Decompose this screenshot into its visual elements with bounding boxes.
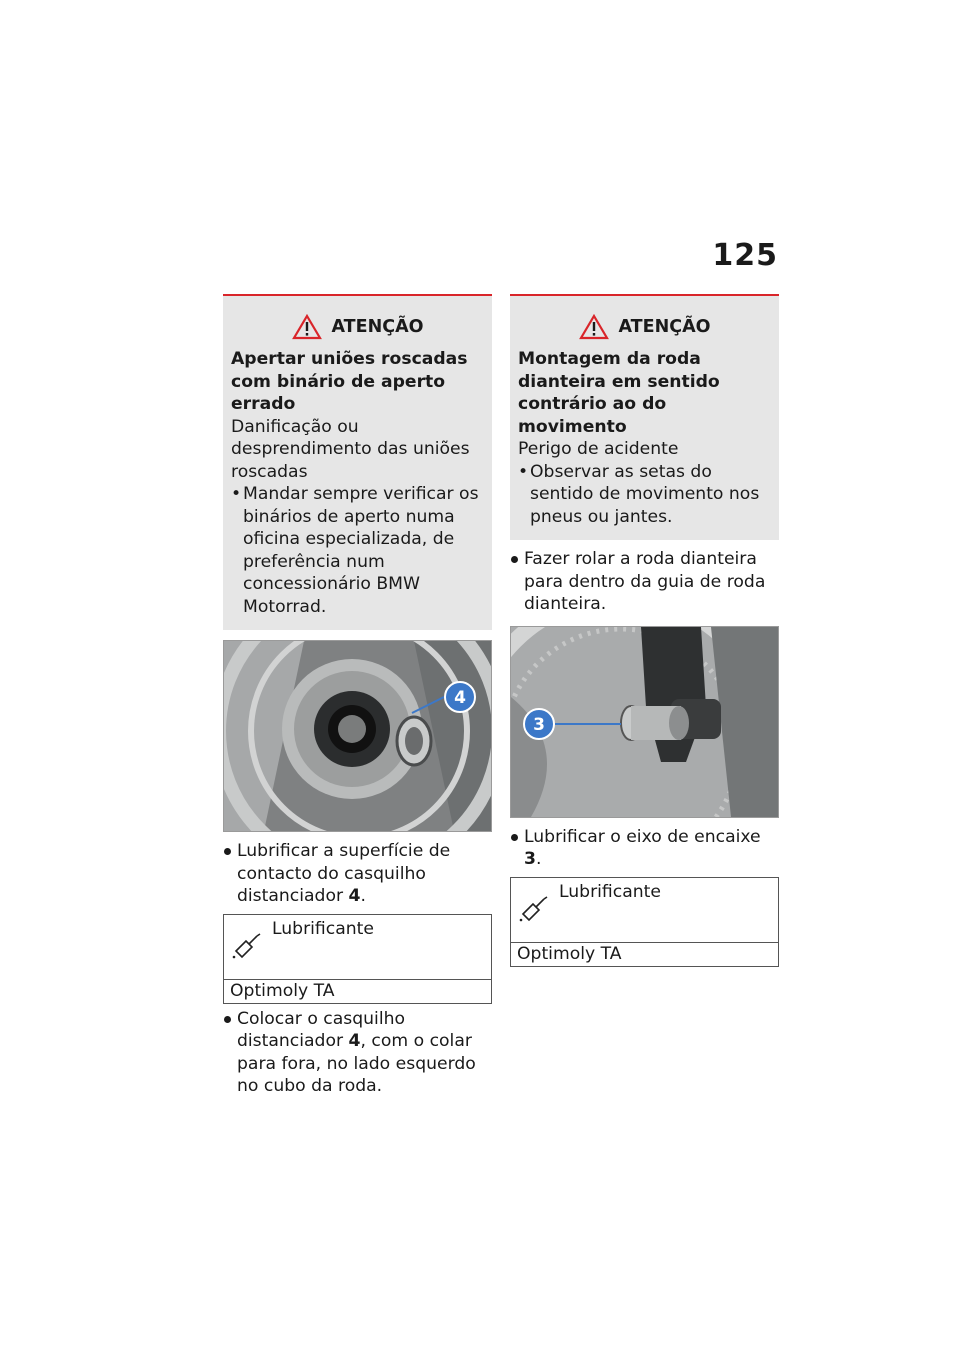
warning-bullets (231, 483, 484, 618)
step-roll-wheel: Fazer rolar a roda dianteira para dentro da guia de roda dianteira. (510, 548, 779, 616)
oil-can-icon (517, 892, 549, 924)
warning-bullets (518, 461, 771, 529)
warning-heading: ATENÇÃO (518, 314, 771, 340)
warning-title: Montagem da roda dianteira em sentido contrário ao do movimento (518, 349, 720, 437)
left-column (223, 294, 492, 1098)
wheel-hub-illustration (224, 641, 492, 831)
warning-description: Danificação ou desprendimento das uniões roscadas (231, 416, 470, 482)
list-item: • Mandar sempre verificar os binários de aperto numa oficina especializada, de preferência num concessionário BMW Motorrad. (231, 483, 484, 618)
figure-spacer-sleeve (223, 640, 492, 832)
step-lubricate-axle: Lubrificar o eixo de encaixe 3. (510, 826, 779, 871)
warning-triangle-icon (579, 314, 609, 340)
lubricant-label: Lubrificante (272, 918, 374, 939)
list-item: • Observar as setas do sentido de movimento nos pneus ou jantes. (518, 461, 771, 529)
page-number: 125 (712, 238, 778, 273)
step-install-sleeve: Colocar o casquilho distanciador 4, com o colar para fora, no lado esquerdo no cubo da roda. (223, 1008, 492, 1098)
warning-heading: ATENÇÃO (231, 314, 484, 340)
lubricant-value: Optimoly TA (230, 980, 335, 1001)
oil-can-icon (230, 929, 262, 961)
lubricant-value: Optimoly TA (517, 943, 622, 964)
warning-triangle-icon (292, 314, 322, 340)
right-column (510, 294, 779, 967)
lubricant-label: Lubrificante (559, 881, 661, 902)
figure-axle (510, 626, 779, 818)
warning-box-direction (510, 294, 779, 540)
callout-3-icon: 3 (533, 714, 545, 735)
step-lubricate-sleeve: Lubrificar a superfície de contacto do casquilho distanciador 4. (223, 840, 492, 908)
lubricant-table (223, 914, 492, 1004)
warning-description: Perigo de acidente (518, 439, 679, 459)
callout-4-icon: 4 (454, 688, 466, 708)
warning-title: Apertar uniões roscadas com binário de aperto errado (231, 349, 468, 414)
warning-box-torque (223, 294, 492, 630)
lubricant-table (510, 877, 779, 967)
front-fork-illustration (511, 627, 779, 817)
